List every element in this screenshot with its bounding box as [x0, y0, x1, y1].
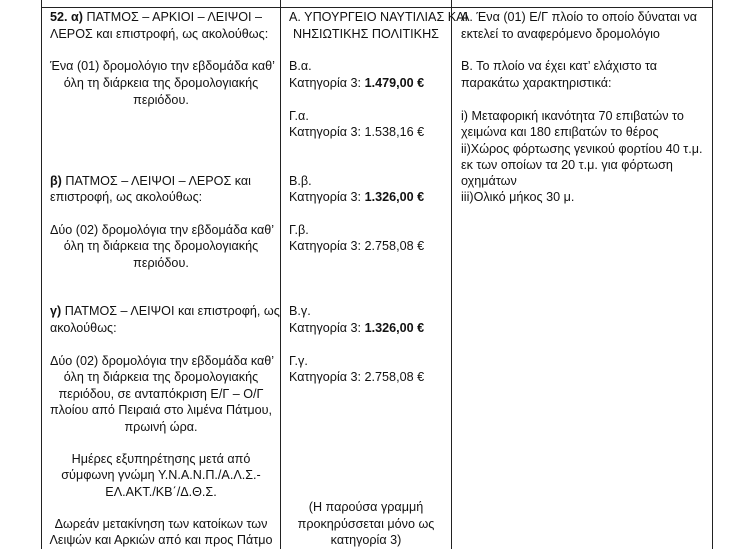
category-note-line1: (Η παρούσα γραμμή — [308, 500, 424, 514]
section-c-heading: γ) ΠΑΤΜΟΣ – ΛΕΙΨΟΙ και επιστροφή, ως — [50, 304, 280, 318]
req-i-line1: i) Μεταφορική ικανότητα 70 επιβατών το — [461, 109, 684, 123]
bg-label: Β.γ. — [289, 304, 311, 318]
ba-amount: Κατηγορία 3: 1.479,00 € — [289, 76, 425, 90]
section-b-heading: β) ΠΑΤΜΟΣ – ΛΕΙΨΟΙ – ΛΕΡΟΣ και — [50, 174, 251, 188]
section-c-body-line2: όλη τη διάρκεια της δρομολογιακής — [63, 370, 259, 384]
column-divider-1 — [280, 0, 281, 549]
table-right-border — [712, 0, 713, 549]
service-days-line3: ΕΛ.ΑΚΤ./ΚΒ΄/Δ.Θ.Σ. — [105, 485, 217, 499]
gg-label: Γ.γ. — [289, 354, 308, 368]
req-ii-line2: εκ των οποίων τα 20 τ.μ. για φόρτωση — [461, 158, 673, 172]
section-b-heading-line2: επιστροφή, ως ακολούθως: — [50, 190, 203, 204]
ga-amount: Κατηγορία 3: 1.538,16 € — [289, 125, 425, 139]
category-note-line2: προκηρύσσεται μόνο ως — [297, 517, 435, 531]
ministry-heading-line1: Α. ΥΠΟΥΡΓΕΙΟ ΝΑΥΤΙΛΙΑΣ ΚΑΙ — [289, 10, 469, 24]
section-c-body-line4: πλοίου από Πειραιά στο λιμένα Πάτμου, — [49, 403, 273, 417]
req-a-line2: εκτελεί το αναφερόμενο δρομολόγιο — [461, 27, 660, 41]
section-c-body-line1: Δύο (02) δρομολόγια την εβδομάδα καθ’ — [50, 354, 275, 368]
service-days-line2: σύμφωνη γνώμη Υ.Ν.Α.Ν.Π./Α.Λ.Σ.- — [61, 468, 261, 482]
section-c-body-line5: πρωινή ώρα. — [124, 420, 198, 434]
ga-label: Γ.α. — [289, 109, 309, 123]
free-transport-line2: Λειψών και Αρκιών από και προς Πάτμο — [49, 533, 273, 547]
bb-label: Β.β. — [289, 174, 312, 188]
section-a-body-line1: Ένα (01) δρομολόγιο την εβδομάδα καθ’ — [50, 59, 275, 73]
ba-label: Β.α. — [289, 59, 312, 73]
section-a-heading-line2: ΛΕΡΟΣ και επιστροφή, ως ακολούθως: — [50, 27, 269, 41]
req-a-line1: Α. Ένα (01) Ε/Γ πλοίο το οποίο δύναται να — [461, 10, 698, 24]
gb-label: Γ.β. — [289, 223, 309, 237]
section-c-heading-line2: ακολούθως: — [50, 321, 117, 335]
route-number: 52. α) — [50, 10, 83, 24]
section-b-body-line1: Δύο (02) δρομολόγια την εβδομάδα καθ’ — [50, 223, 275, 237]
section-a-body-line3: περιόδου. — [133, 93, 189, 107]
req-ii-line1: ii)Χώρος φόρτωσης γενικού φορτίου 40 τ.μ. — [461, 142, 703, 156]
service-days-line1: Ημέρες εξυπηρέτησης μετά από — [71, 452, 251, 466]
req-iii-line1: iii)Ολικό μήκος 30 μ. — [461, 190, 575, 204]
req-b-line2: παρακάτω χαρακτηριστικά: — [461, 76, 612, 90]
section-a-heading: 52. α) ΠΑΤΜΟΣ – ΑΡΚΙΟΙ – ΛΕΙΨΟΙ – — [50, 10, 263, 24]
gg-amount: Κατηγορία 3: 2.758,08 € — [289, 370, 425, 384]
free-transport-line1: Δωρεάν μετακίνηση των κατοίκων των — [54, 517, 268, 531]
section-b-body-line2: όλη τη διάρκεια της δρομολογιακής — [63, 239, 259, 253]
section-b-body-line3: περιόδου. — [133, 256, 189, 270]
ministry-heading-line2: ΝΗΣΙΩΤΙΚΗΣ ΠΟΛΙΤΙΚΗΣ — [293, 27, 439, 41]
bg-amount: Κατηγορία 3: 1.326,00 € — [289, 321, 425, 335]
section-a-body-line2: όλη τη διάρκεια της δρομολογιακής — [63, 76, 259, 90]
table-top-border — [41, 7, 713, 8]
category-note-line3: κατηγορία 3) — [330, 533, 402, 547]
column-divider-2 — [451, 0, 452, 549]
bb-amount: Κατηγορία 3: 1.326,00 € — [289, 190, 425, 204]
gb-amount: Κατηγορία 3: 2.758,08 € — [289, 239, 425, 253]
req-b-line1: Β. Το πλοίο να έχει κατ’ ελάχιστο τα — [461, 59, 658, 73]
req-ii-line3: οχημάτων — [461, 174, 517, 188]
req-i-line2: χειμώνα και 180 επιβατών το θέρος — [461, 125, 659, 139]
section-c-body-line3: περιόδου, σε ανταπόκριση Ε/Γ – Ο/Γ — [58, 387, 264, 401]
